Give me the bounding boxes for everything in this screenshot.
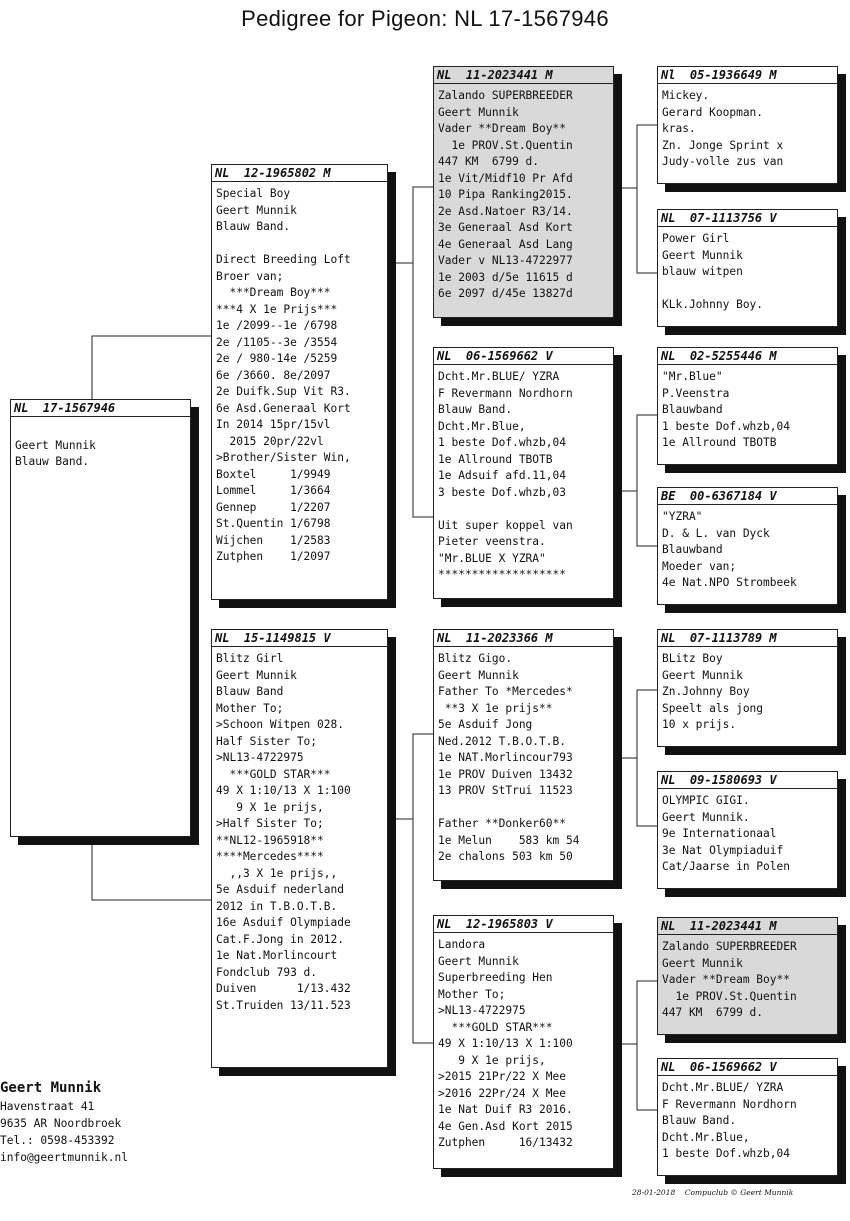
card-ring-number: NL 11-2023441 M: [658, 918, 837, 935]
card-line: St.Quentin 1/6798: [216, 517, 331, 530]
card-line: Geert Munnik: [662, 248, 743, 262]
card-line: 3e Generaal Asd Kort: [438, 221, 573, 234]
pedigree-card-mmf: [657, 917, 838, 1035]
card-line: Direct Breeding Loft: [216, 253, 351, 266]
card-line: 1e Nat.Morlincourt: [216, 949, 338, 962]
connector-father-parents: [388, 187, 433, 517]
card-line: kras.: [662, 122, 696, 135]
card-line: 6e /3660. 8e/2097: [216, 368, 331, 382]
card-line: Zutphen 1/2097: [216, 550, 331, 563]
card-line: 2e Asd.Natoer R3/14.: [438, 204, 573, 218]
card-line: 1e PROV.St.Quentin: [662, 989, 797, 1003]
card-body: [658, 789, 837, 876]
card-line: Dcht.Mr.Blue,: [438, 419, 526, 433]
card-line: Dcht.Mr.BLUE/ YZRA: [438, 370, 560, 383]
pedigree-card-f: [211, 164, 388, 600]
card-line: 2e Duifk.Sup Vit R3.: [216, 385, 351, 398]
card-body: [434, 84, 613, 303]
card-line: Cat.F.Jong in 2012.: [216, 932, 344, 946]
card-line: 1e /2099--1e /6798: [216, 319, 338, 332]
card-line: 2015 20pr/22vl: [216, 434, 324, 448]
card-line: ,,3 X 1e prijs,,: [216, 866, 338, 880]
pedigree-card-mmm: [657, 1058, 838, 1176]
card-line: >NL13-4722975: [438, 1004, 526, 1017]
card-line: Gerard Koopman.: [662, 105, 764, 119]
card-line: Father To *Mercedes*: [438, 685, 573, 698]
card-body: [434, 365, 613, 584]
card-line: Speelt als jong: [662, 701, 764, 715]
card-line: 3e Nat Olympiaduif: [662, 843, 784, 857]
owner-city: 9635 AR Noordbroek: [0, 1117, 122, 1130]
connector-pigeon-father: [92, 336, 211, 399]
card-line: 6e 2097 d/45e 13827d: [438, 287, 573, 300]
card-line: Mickey.: [662, 89, 710, 102]
card-line: Boxtel 1/9949: [216, 467, 331, 481]
pedigree-card-m: [211, 629, 388, 1068]
card-line: ***GOLD STAR***: [438, 1020, 553, 1034]
card-line: Landora: [438, 938, 486, 951]
card-line: Cat/Jaarse in Polen: [662, 860, 790, 873]
pedigree-card-fmf: [657, 347, 838, 465]
card-body: [658, 647, 837, 734]
card-line: Moeder van;: [662, 559, 737, 573]
card-line: D. & L. van Dyck: [662, 526, 770, 540]
card-line: ****Mercedes****: [216, 850, 324, 863]
connector-fm-parents: [614, 415, 657, 546]
card-line: 2e chalons 503 km 50: [438, 850, 573, 863]
card-line: 1 beste Dof.whzb,04: [662, 419, 790, 433]
card-line: Geert Munnik: [662, 956, 743, 970]
card-line: "YZRA": [662, 510, 703, 523]
card-line: Wijchen 1/2583: [216, 533, 331, 547]
card-line: ***GOLD STAR***: [216, 767, 331, 781]
pedigree-card-fff: [657, 66, 838, 184]
card-body: [658, 365, 837, 452]
card-line: [662, 281, 833, 298]
page-title: Pedigree for Pigeon: NL 17-1567946: [241, 6, 609, 31]
connector-mf-parents: [614, 690, 657, 826]
card-line: 1e Allround TBOTB: [438, 452, 553, 466]
card-ring-number: NL 15-1149815 V: [212, 630, 387, 647]
card-line: Mother To;: [216, 701, 284, 715]
card-ring-number: NL 12-1965803 V: [434, 916, 613, 933]
card-body: [658, 1076, 837, 1163]
card-line: 1e Allround TBOTB: [662, 436, 777, 449]
card-line: Blauw Band.: [662, 1114, 737, 1127]
card-ring-number: NL 11-2023366 M: [434, 630, 613, 647]
owner-phone: Tel.: 0598-453392: [0, 1134, 115, 1147]
card-line: 4e Generaal Asd Lang: [438, 237, 573, 251]
card-line: Geert Munnik: [216, 668, 297, 682]
card-line: Zn.Johnny Boy: [662, 685, 750, 698]
footer-credit: 28-01-2018 Compuclub © Geert Munnik: [632, 1188, 794, 1197]
card-ring-number: NL 12-1965802 M: [212, 165, 387, 182]
card-line: 2e /1105--3e /3554: [216, 335, 338, 349]
card-line: Zn. Jonge Sprint x: [662, 138, 784, 152]
card-line: 1 beste Dof.whzb,04: [438, 436, 566, 449]
card-line: St.Truiden 13/11.523: [216, 998, 351, 1012]
card-line: 5e Asduif Jong: [438, 718, 533, 731]
card-line: Fondclub 793 d.: [216, 965, 318, 979]
pedigree-card-mff: [657, 629, 838, 747]
card-body: [658, 84, 837, 171]
card-line: Dcht.Mr.BLUE/ YZRA: [662, 1081, 784, 1094]
card-line: [438, 800, 609, 817]
card-line: Vader **Dream Boy**: [438, 122, 566, 135]
pedigree-card-mm: [433, 915, 614, 1169]
card-body: [11, 417, 190, 471]
card-line: 16e Asduif Olympiade: [216, 916, 351, 929]
connector-mm-parents: [614, 981, 657, 1110]
card-line: 9e Internationaal: [662, 827, 777, 840]
card-line: Broer van;: [216, 269, 284, 283]
owner-street: Havenstraat 41: [0, 1100, 95, 1113]
card-line: Geert Munnik: [438, 105, 519, 119]
card-line: ***Dream Boy***: [216, 286, 331, 299]
card-line: 1e PROV Duiven 13432: [438, 767, 573, 781]
card-body: [434, 647, 613, 866]
card-line: F Revermann Nordhorn: [438, 386, 573, 400]
card-line: 447 KM 6799 d.: [438, 155, 540, 168]
card-line: ***4 X 1e Prijs***: [216, 302, 338, 316]
card-line: Half Sister To;: [216, 734, 318, 748]
card-line: Zutphen 16/13432: [438, 1136, 573, 1149]
card-line: Father **Donker60**: [438, 817, 566, 830]
card-line: 4e Nat.NPO Strombeek: [662, 576, 797, 589]
card-line: Mother To;: [438, 987, 506, 1001]
card-ring-number: BE 00-6367184 V: [658, 488, 837, 505]
card-ring-number: NL 09-1580693 V: [658, 772, 837, 789]
card-body: [212, 647, 387, 1014]
card-line: *******************: [438, 568, 566, 581]
card-line: 1e 2003 d/5e 11615 d: [438, 270, 573, 284]
card-line: Uit super koppel van: [438, 518, 573, 532]
card-line: >Schoon Witpen 028.: [216, 718, 344, 731]
card-line: >Brother/Sister Win,: [216, 451, 351, 464]
card-line: >2015 21Pr/22 X Mee: [438, 1070, 566, 1083]
card-body: [658, 227, 837, 314]
card-line: 1e PROV.St.Quentin: [438, 138, 573, 152]
card-line: Zalando SUPERBREEDER: [662, 940, 797, 953]
card-line: 13 PROV StTrui 11523: [438, 784, 573, 797]
card-line: 9 X 1e prijs,: [438, 1053, 546, 1067]
card-line: Ned.2012 T.B.O.T.B.: [438, 734, 566, 748]
card-line: 1e Adsuif afd.11,04: [438, 469, 566, 482]
card-line: 10 x prijs.: [662, 718, 737, 731]
card-ring-number: NL 17-1567946: [11, 400, 190, 417]
card-line: Blauwband: [662, 543, 723, 556]
card-line: Geert Munnik: [662, 668, 743, 682]
card-line: "Mr.Blue": [662, 370, 723, 383]
card-line: Vader **Dream Boy**: [662, 973, 790, 986]
card-line: 4e Gen.Asd Kort 2015: [438, 1119, 573, 1133]
card-line: Pieter veenstra.: [438, 535, 546, 548]
pedigree-card-mf: [433, 629, 614, 881]
card-ring-number: NL 11-2023441 M: [434, 67, 613, 84]
card-line: Gennep 1/2207: [216, 500, 331, 514]
card-ring-number: NL 06-1569662 V: [658, 1059, 837, 1076]
card-line: Geert Munnik: [15, 438, 96, 452]
card-line: 10 Pipa Ranking2015.: [438, 188, 573, 201]
pedigree-card-ff: [433, 66, 614, 318]
card-line: >Half Sister To;: [216, 817, 324, 830]
card-line: F Revermann Nordhorn: [662, 1097, 797, 1111]
pedigree-card-p: [10, 399, 191, 837]
card-body: [434, 933, 613, 1152]
card-line: [15, 421, 186, 438]
card-line: Blauw Band: [216, 685, 284, 698]
card-ring-number: Nl 05-1936649 M: [658, 67, 837, 84]
card-line: 447 KM 6799 d.: [662, 1006, 764, 1019]
card-ring-number: NL 07-1113789 M: [658, 630, 837, 647]
card-line: 2012 in T.B.O.T.B.: [216, 899, 338, 913]
card-line: BLitz Boy: [662, 652, 723, 665]
card-line: 1e Nat Duif R3 2016.: [438, 1103, 573, 1116]
card-line: >2016 22Pr/24 X Mee: [438, 1086, 566, 1100]
card-line: Judy-volle zus van: [662, 155, 784, 168]
card-line: 9 X 1e prijs,: [216, 800, 324, 814]
card-line: Power Girl: [662, 232, 730, 245]
card-line: 6e Asd.Generaal Kort: [216, 401, 351, 415]
card-line: Vader v NL13-4722977: [438, 254, 573, 267]
card-line: blauw witpen: [662, 265, 743, 278]
card-line: KLk.Johnny Boy.: [662, 298, 764, 311]
card-line: Geert Munnik.: [662, 810, 750, 824]
card-line: P.Veenstra: [662, 386, 730, 400]
card-line: Geert Munnik: [438, 668, 519, 682]
card-line: 1e Melun 583 km 54: [438, 833, 580, 847]
card-ring-number: NL 06-1569662 V: [434, 348, 613, 365]
card-line: Zalando SUPERBREEDER: [438, 89, 573, 102]
card-line: Blauw Band.: [216, 220, 291, 233]
card-line: 1 beste Dof.whzb,04: [662, 1147, 790, 1160]
card-line: >NL13-4722975: [216, 751, 304, 764]
card-line: Blauwband: [662, 403, 723, 416]
card-line: 5e Asduif nederland: [216, 883, 344, 896]
card-line: [216, 236, 383, 253]
card-line: Blauw Band.: [15, 455, 90, 468]
card-line: Special Boy: [216, 187, 291, 200]
card-line: Superbreeding Hen: [438, 971, 553, 984]
connector-pigeon-mother: [92, 838, 211, 900]
pedigree-card-fmm: [657, 487, 838, 605]
card-line: OLYMPIC GIGI.: [662, 794, 750, 807]
card-line: Geert Munnik: [216, 203, 297, 217]
card-line: 1e NAT.Morlincour793: [438, 751, 573, 764]
card-body: [658, 505, 837, 592]
card-line: Duiven 1/13.432: [216, 982, 351, 995]
card-line: Blitz Gigo.: [438, 652, 513, 665]
card-line: 2e / 980-14e /5259: [216, 352, 338, 365]
card-line: 49 X 1:10/13 X 1:100: [216, 784, 351, 797]
connector-ff-parents: [614, 125, 657, 273]
card-ring-number: NL 07-1113756 V: [658, 210, 837, 227]
card-line: Lommel 1/3664: [216, 484, 331, 497]
card-body: [658, 935, 837, 1022]
card-line: Blauw Band.: [438, 403, 513, 416]
card-line: **NL12-1965918**: [216, 833, 324, 847]
card-ring-number: NL 02-5255446 M: [658, 348, 837, 365]
owner-name: Geert Munnik: [0, 1080, 102, 1096]
owner-email: info@geertmunnik.nl: [0, 1151, 128, 1164]
card-line: Geert Munnik: [438, 954, 519, 968]
card-body: [212, 182, 387, 566]
card-line: **3 X 1e prijs**: [438, 701, 553, 715]
card-line: "Mr.BLUE X YZRA": [438, 551, 546, 565]
card-line: 49 X 1:10/13 X 1:100: [438, 1037, 573, 1050]
pedigree-card-mfm: [657, 771, 838, 889]
card-line: [438, 501, 609, 518]
pedigree-card-ffm: [657, 209, 838, 327]
card-line: 1e Vit/Midf10 Pr Afd: [438, 171, 573, 185]
card-line: In 2014 15pr/15vl: [216, 418, 331, 431]
connector-mother-parents: [388, 734, 433, 1043]
card-line: 3 beste Dof.whzb,03: [438, 485, 566, 499]
owner-block: [0, 1078, 128, 1166]
card-line: Blitz Girl: [216, 652, 284, 665]
card-line: Dcht.Mr.Blue,: [662, 1130, 750, 1144]
pedigree-card-fm: [433, 347, 614, 599]
